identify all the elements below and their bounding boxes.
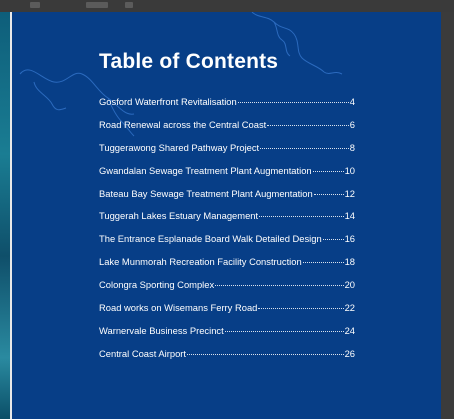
toc-entry-title: Road works on Wisemans Ferry Road [99, 302, 258, 314]
toc-entry-title: The Entrance Esplanade Board Walk Detailed Design [99, 233, 322, 245]
toolbar-button[interactable] [86, 2, 108, 8]
toc-entry-title: Bateau Bay Sewage Treatment Plant Augmentation [99, 187, 313, 199]
viewer-toolbar [0, 0, 454, 12]
dot-leader [215, 285, 343, 286]
dot-leader [258, 308, 343, 309]
toc-entry-page-number: 6 [349, 118, 355, 130]
document-page [12, 12, 441, 419]
toc-entry[interactable] [99, 279, 355, 302]
toc-entry-page-number: 14 [344, 210, 355, 222]
toc-entry-title: Gosford Waterfront Revitalisation [99, 96, 237, 107]
dot-leader [238, 102, 349, 103]
table-of-contents [99, 96, 355, 371]
toc-entry-title: Lake Munmorah Recreation Facility Construction [99, 256, 302, 268]
toc-entry[interactable] [99, 188, 355, 211]
toc-entry-title: Warnervale Business Precinct [99, 324, 224, 336]
dot-leader [267, 125, 349, 126]
toc-entry-title: Tuggerah Lakes Estuary Management [99, 210, 259, 222]
dot-leader [323, 239, 344, 240]
dot-leader [313, 171, 344, 172]
toolbar-button[interactable] [125, 2, 133, 8]
toc-entry-title: Tuggerawong Shared Pathway Project [99, 141, 260, 153]
toc-entry[interactable] [99, 256, 355, 279]
toc-entry-page-number: 22 [344, 302, 355, 314]
toc-entry-page-number: 20 [344, 279, 355, 291]
toc-entry[interactable] [99, 165, 355, 188]
toc-entry[interactable] [99, 325, 355, 348]
toc-entry-page-number: 4 [349, 96, 355, 107]
dot-leader [260, 148, 349, 149]
dot-leader [259, 216, 343, 217]
toc-entry-title: Gwandalan Sewage Treatment Plant Augmentation [99, 164, 312, 176]
toc-entry[interactable] [99, 142, 355, 165]
toc-entry[interactable] [99, 348, 355, 371]
page-title: Table of Contents [99, 50, 279, 73]
toc-entry-title: Colongra Sporting Complex [99, 279, 215, 291]
toc-entry[interactable] [99, 119, 355, 142]
toc-entry-title: Road Renewal across the Central Coast [99, 118, 267, 130]
toc-entry-page-number: 16 [344, 233, 355, 245]
toc-entry-page-number: 26 [344, 347, 355, 359]
dot-leader [225, 331, 344, 332]
previous-page-edge [0, 12, 10, 419]
toolbar-button[interactable] [30, 2, 40, 8]
toc-entry[interactable] [99, 210, 355, 233]
toc-entry-page-number: 8 [349, 141, 355, 153]
scrollbar[interactable] [441, 12, 454, 419]
toc-entry[interactable] [99, 96, 355, 119]
toc-entry[interactable] [99, 302, 355, 325]
dot-leader [314, 194, 344, 195]
toc-entry-page-number: 18 [344, 256, 355, 268]
toc-entry[interactable] [99, 233, 355, 256]
dot-leader [187, 354, 344, 355]
toc-entry-title: Central Coast Airport [99, 347, 187, 359]
toc-entry-page-number: 10 [344, 164, 355, 176]
dot-leader [303, 262, 344, 263]
toc-entry-page-number: 24 [344, 324, 355, 336]
toc-entry-page-number: 12 [344, 187, 355, 199]
